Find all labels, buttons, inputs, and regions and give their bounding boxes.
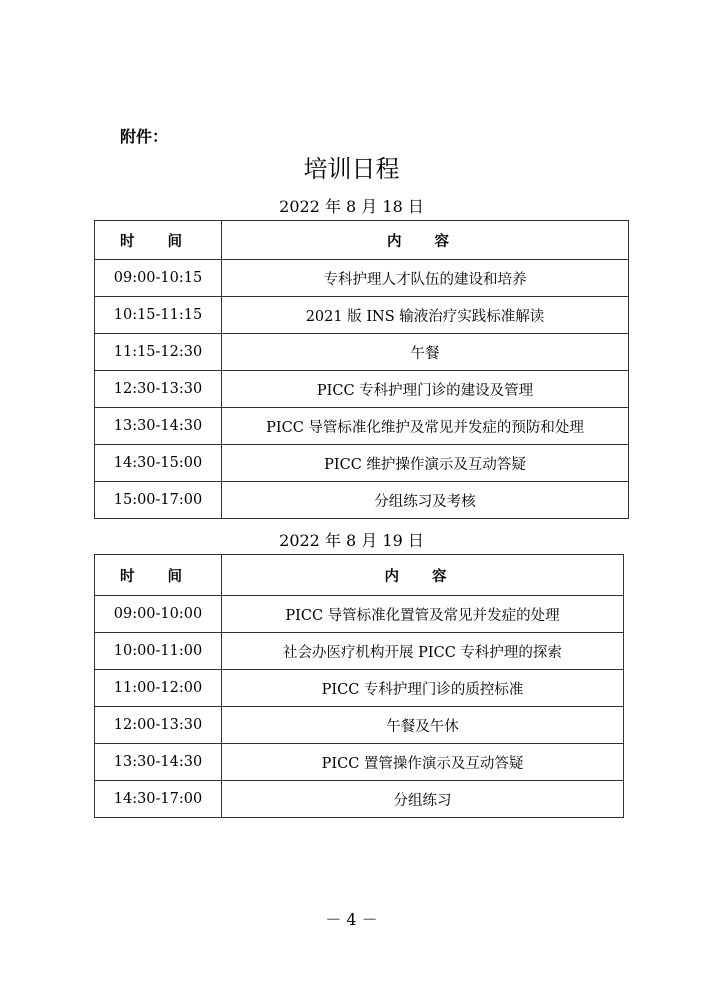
content-cell: PICC 专科护理门诊的质控标准 [222,670,624,707]
time-cell: 10:00-11:00 [95,633,222,670]
content-cell: 午餐及午休 [222,707,624,744]
time-cell: 13:30-14:30 [95,744,222,781]
time-column-header: 时 间 [95,221,222,260]
table-row [95,670,624,707]
time-cell: 11:15-12:30 [95,334,222,371]
time-cell: 12:30-13:30 [95,371,222,408]
content-column-header: 内 容 [222,221,629,260]
content-cell: 专科护理人才队伍的建设和培养 [222,260,629,297]
content-cell: 分组练习及考核 [222,482,629,519]
content-cell: PICC 维护操作演示及互动答疑 [222,445,629,482]
time-cell: 11:00-12:00 [95,670,222,707]
table-row [95,445,629,482]
content-cell: 分组练习 [222,781,624,818]
table-header-row [95,221,629,260]
table-row [95,408,629,445]
content-cell: PICC 导管标准化维护及常见并发症的预防和处理 [222,408,629,445]
table-row [95,482,629,519]
table-row [95,744,624,781]
table-row [95,371,629,408]
time-cell: 12:00-13:30 [95,707,222,744]
attachment-label: 附件： [120,127,169,146]
table-row [95,260,629,297]
table-row [95,297,629,334]
table-row [95,334,629,371]
content-cell: 社会办医疗机构开展 PICC 专科护理的探索 [222,633,624,670]
time-column-header: 时 间 [95,555,222,596]
time-cell: 14:30-15:00 [95,445,222,482]
content-column-header: 内 容 [222,555,624,596]
table-row [95,596,624,633]
time-cell: 09:00-10:15 [95,260,222,297]
time-cell: 14:30-17:00 [95,781,222,818]
table-row [95,633,624,670]
content-cell: 2021 版 INS 输液治疗实践标准解读 [222,297,629,334]
table-row [95,781,624,818]
page-number: － 4 － [325,910,378,929]
document-title: 培训日程 [303,155,400,183]
time-cell: 10:15-11:15 [95,297,222,334]
time-cell: 15:00-17:00 [95,482,222,519]
content-cell: PICC 置管操作演示及互动答疑 [222,744,624,781]
time-cell: 13:30-14:30 [95,408,222,445]
day2-date: 2022 年 8 月 19 日 [279,531,424,550]
content-cell: 午餐 [222,334,629,371]
day1-date: 2022 年 8 月 18 日 [279,197,424,216]
day1-schedule-table [94,220,629,519]
table-header-row [95,555,624,596]
day2-schedule-table [94,554,624,818]
content-cell: PICC 专科护理门诊的建设及管理 [222,371,629,408]
content-cell: PICC 导管标准化置管及常见并发症的处理 [222,596,624,633]
table-row [95,707,624,744]
time-cell: 09:00-10:00 [95,596,222,633]
